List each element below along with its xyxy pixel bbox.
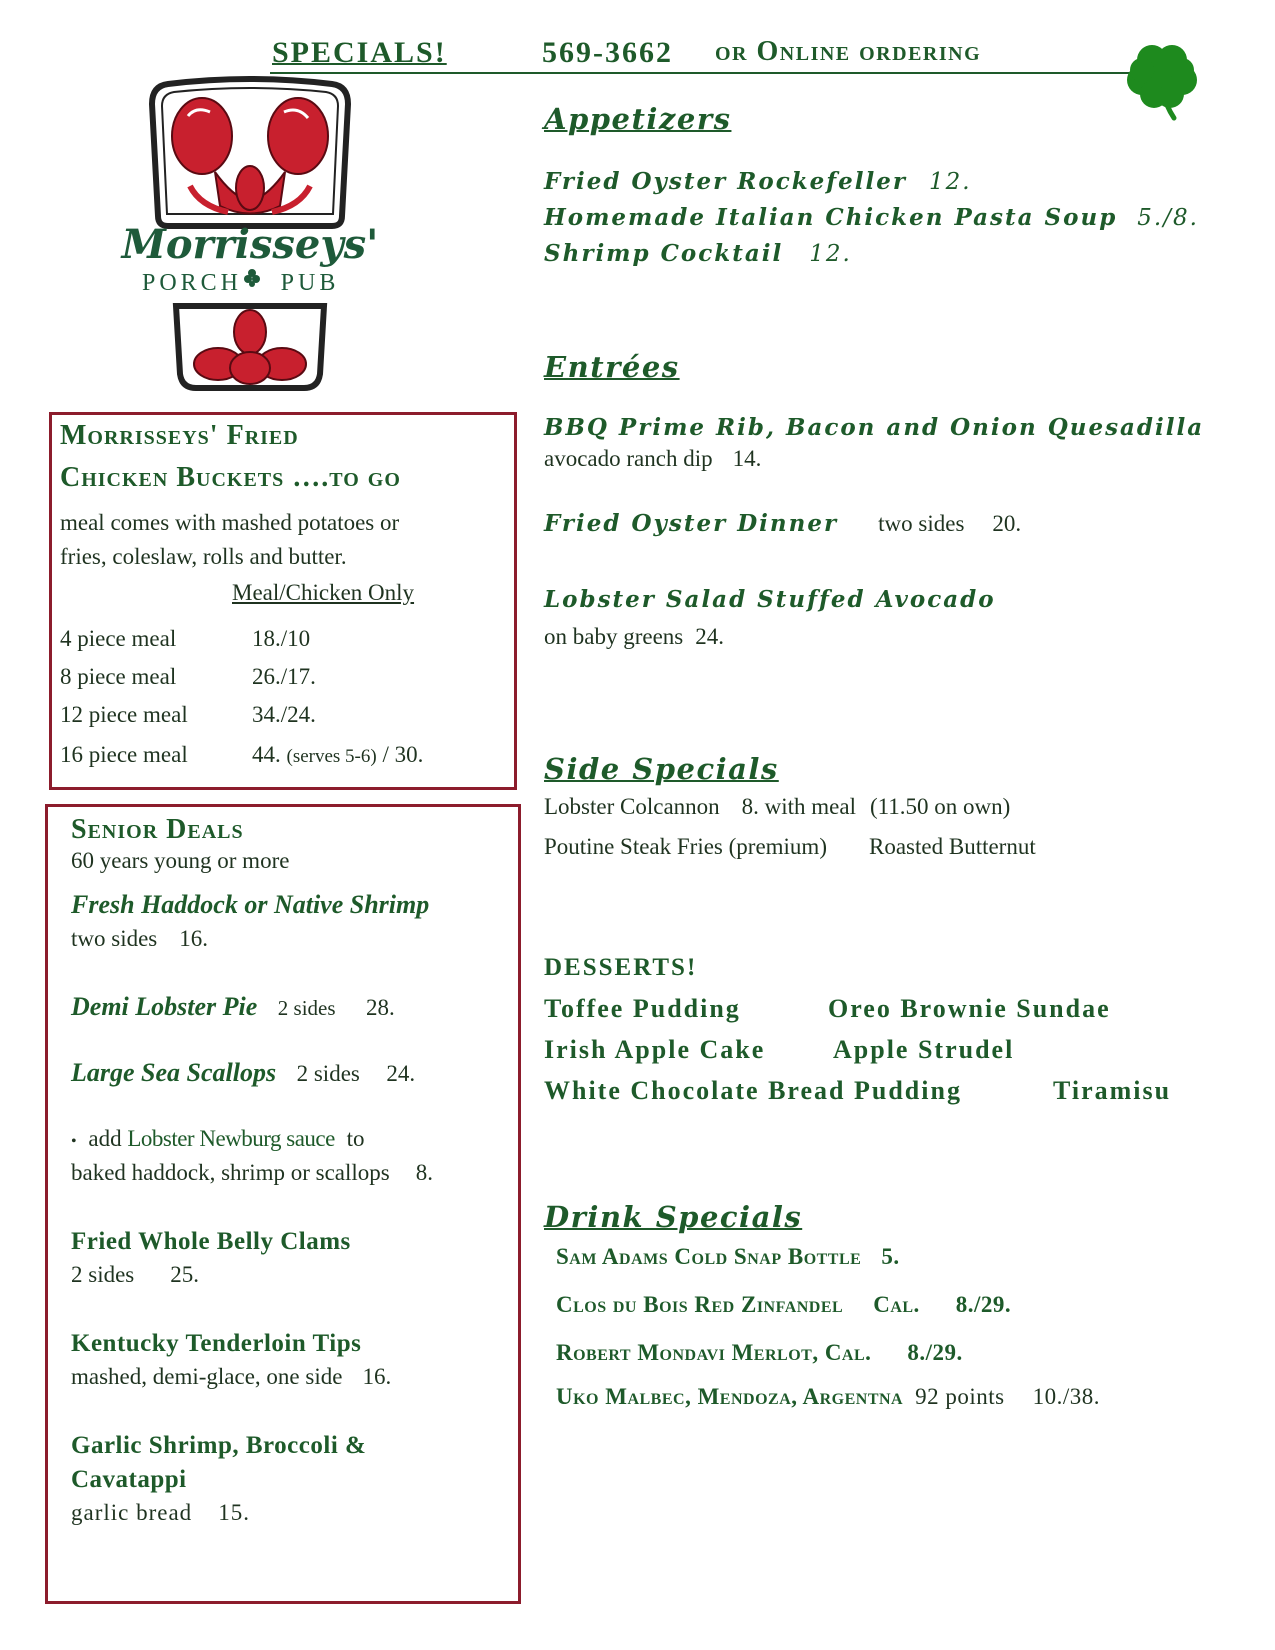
drink-item: Robert Mondavi Merlot, Cal. 8./29. [556, 1340, 963, 1365]
senior-demi-detail: 2 sides [277, 996, 336, 1020]
senior-garlic-name-line1: Garlic Shrimp, Broccoli & [71, 1432, 367, 1459]
entree-oyster-price: 20. [992, 511, 1022, 536]
buckets-column-header: Meal/Chicken Only [232, 580, 415, 605]
senior-kentucky-detail: mashed, demi-glace, one side 16. [71, 1364, 392, 1389]
drink-specials-heading: Drink Specials [544, 1200, 803, 1234]
senior-demi-name: Demi Lobster Pie [71, 992, 258, 1021]
senior-scallops-row [71, 1058, 415, 1088]
logo-tagline-right: PUB [280, 270, 340, 296]
entree-lobster-salad-detail: on baby greens 24. [544, 624, 724, 649]
buckets-desc-line2: fries, coleslaw, rolls and butter. [60, 544, 347, 569]
logo-name: Morrisseys' [121, 221, 379, 268]
senior-kentucky-name: Kentucky Tenderloin Tips [71, 1330, 362, 1357]
bullet: • [71, 1133, 77, 1150]
senior-garlic-detail: garlic bread 15. [71, 1500, 250, 1525]
senior-addon-line1: • add Lobster Newburg sauce to [71, 1126, 365, 1151]
bucket-item-price2: / 30. [382, 742, 424, 767]
bucket-item-note: (serves 5-6) [286, 746, 377, 767]
logo-tagline-left: PORCH [141, 270, 243, 296]
drink-item: Sam Adams Cold Snap Bottle 5. [556, 1244, 900, 1269]
bucket-item-name: 4 piece meal [60, 626, 177, 651]
bucket-item-row-price [252, 742, 423, 768]
bucket-item-name: 8 piece meal [60, 664, 177, 689]
desserts-heading: DESSERTS! [544, 954, 698, 981]
dessert-item: Oreo Brownie Sundae [828, 994, 1111, 1023]
senior-haddock-detail: two sides 16. [71, 926, 208, 951]
entree-oyster-row [544, 510, 1021, 537]
senior-demi-row [71, 992, 395, 1022]
entree-quesadilla-detail: avocado ranch dip 14. [544, 446, 762, 471]
specials-heading: SPECIALS! [272, 36, 447, 69]
senior-scallops-price: 24. [386, 1061, 416, 1086]
senior-garlic-name-line2: Cavatappi [71, 1466, 187, 1493]
appetizer-item: Shrimp Cocktail 12. [544, 240, 852, 267]
appetizer-item: Fried Oyster Rockefeller 12. [544, 168, 972, 195]
dessert-item: Apple Strudel [833, 1035, 1015, 1064]
restaurant-logo [120, 76, 380, 406]
entree-oyster-detail: two sides [878, 511, 965, 536]
senior-scallops-detail: 2 sides [296, 1061, 360, 1086]
bucket-item-price: 44. [252, 742, 281, 767]
dessert-item: Irish Apple Cake [544, 1035, 766, 1064]
entree-quesadilla-name: BBQ Prime Rib, Bacon and Onion Quesadilla [544, 414, 1205, 441]
buckets-title-line1: Morrisseys' Fried [60, 420, 299, 451]
drink-item: Uko Malbec, Mendoza, Argentna 92 points 10./38. [556, 1384, 1100, 1409]
bucket-item-price: 34./24. [252, 702, 316, 727]
entree-oyster-name: Fried Oyster Dinner [544, 510, 839, 537]
senior-demi-price: 28. [366, 995, 395, 1020]
dessert-item: Toffee Pudding [544, 994, 741, 1023]
logo-shamrock-icon [244, 269, 260, 287]
bucket-item-name: 16 piece meal [60, 742, 188, 767]
shamrock-icon [1122, 38, 1202, 122]
bucket-item-name: 12 piece meal [60, 702, 188, 727]
entrees-heading: Entrées [544, 350, 680, 384]
appetizer-item: Homemade Italian Chicken Pasta Soup 5./8. [544, 204, 1199, 231]
bucket-item-price: 26./17. [252, 664, 316, 689]
entree-lobster-salad-name: Lobster Salad Stuffed Avocado [544, 586, 996, 613]
phone-number[interactable]: 569-3662 [542, 36, 673, 69]
side-specials-heading: Side Specials [544, 752, 779, 786]
dessert-item: White Chocolate Bread Pudding [544, 1076, 962, 1105]
senior-addon-line2: baked haddock, shrimp or scallops 8. [71, 1160, 433, 1185]
senior-subtitle: 60 years young or more [71, 848, 290, 873]
bucket-item-price: 18./10 [252, 626, 311, 651]
buckets-desc-line1: meal comes with mashed potatoes or [60, 510, 400, 535]
senior-title: Senior Deals [71, 814, 244, 845]
buckets-title-line2: Chicken Buckets ….to go [60, 462, 401, 493]
drink-item: Clos du Bois Red Zinfandel Cal. 8./29. [556, 1292, 1012, 1317]
side-line2: Poutine Steak Fries (premium) Roasted Butternut [544, 834, 1036, 859]
online-ordering-link[interactable]: or Online ordering [715, 36, 982, 67]
header-rule [270, 72, 1140, 74]
senior-clams-detail: 2 sides 25. [71, 1262, 199, 1287]
dessert-item: Tiramisu [1053, 1076, 1172, 1105]
appetizers-heading: Appetizers [544, 102, 732, 136]
senior-scallops-name: Large Sea Scallops [71, 1058, 277, 1087]
side-line1: Lobster Colcannon 8. with meal (11.50 on own) [544, 794, 1011, 819]
senior-clams-name: Fried Whole Belly Clams [71, 1228, 351, 1255]
senior-haddock-name: Fresh Haddock or Native Shrimp [71, 890, 430, 919]
